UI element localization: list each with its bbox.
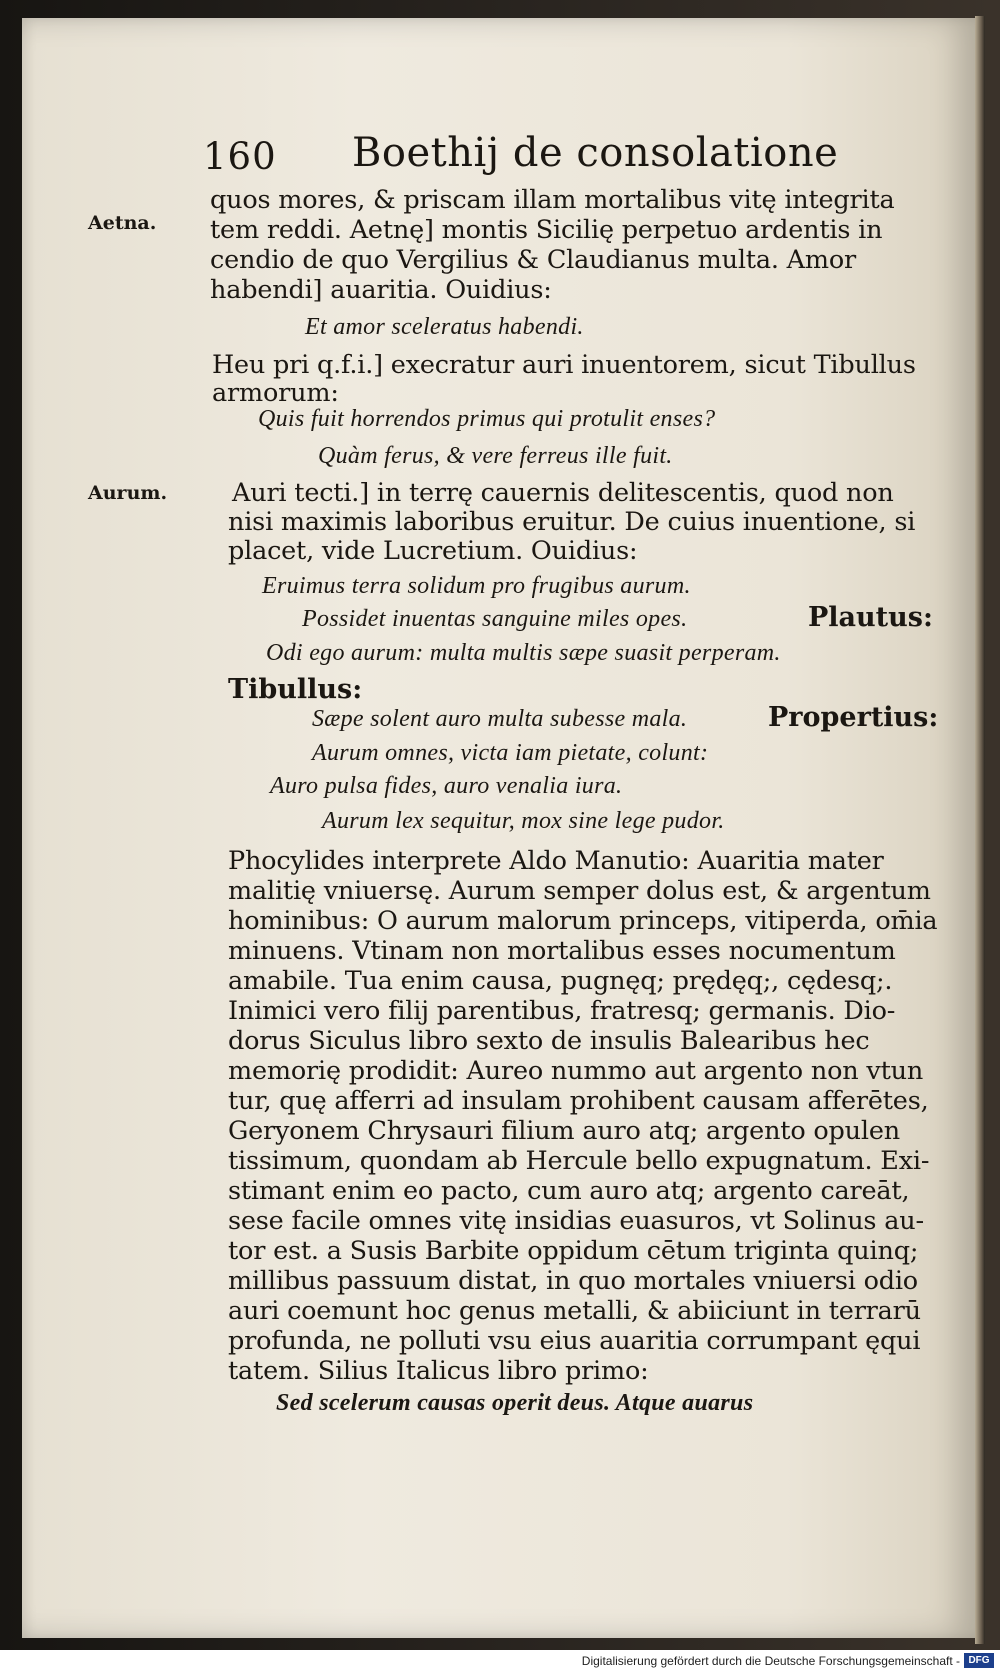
text-line: quos mores, & priscam illam mortalibus vitę integrita — [210, 185, 895, 215]
text-line: millibus passuum distat, in quo mortales vniuersi odio — [228, 1266, 918, 1296]
verse-line: Odi ego aurum: multa multis sæpe suasit perperam. — [266, 640, 781, 666]
text-line: Heu pri q.f.i.] execratur auri inuentorem, sicut Tibullus — [212, 350, 916, 380]
text-line: Geryonem Chrysauri filium auro atq; argento opulen — [228, 1116, 900, 1146]
digitization-credit: Digitalisierung gefördert durch die Deutsche Forschungsgemeinschaft - — [581, 1654, 960, 1668]
text-line: tem reddi. Aetnę] montis Sicilię perpetuo ardentis in — [210, 215, 883, 245]
text-line: Auri tecti.] in terrę cauernis delitescentis, quod non — [232, 478, 894, 508]
verse-line: Sæpe solent auro multa subesse mala. — [312, 706, 688, 732]
dfg-logo: DFG — [964, 1653, 994, 1668]
page-edge — [975, 16, 985, 1644]
author-label: Propertius: — [768, 702, 939, 733]
text-line: amabile. Tua enim causa, pugnęq; prędęq;, cędesq;. — [228, 966, 893, 996]
margin-note-aurum: Aurum. — [88, 482, 168, 504]
text-line: tatem. Silius Italicus libro primo: — [228, 1356, 649, 1386]
text-line: malitię vniuersę. Aurum semper dolus est, & argentum — [228, 876, 931, 906]
verse-line: Aurum omnes, victa iam pietate, colunt: — [312, 740, 709, 766]
text-line: placet, vide Lucretium. Ouidius: — [228, 536, 638, 566]
text-line: minuens. Vtinam non mortalibus esses nocumentum — [228, 936, 896, 966]
text-line: sese facile omnes vitę insidias euasuros, vt Solinus au- — [228, 1206, 924, 1236]
verse-line: Quis fuit horrendos primus qui protulit enses? — [258, 406, 716, 432]
text-line: hominibus: O aurum malorum princeps, vitiperda, om̄ia — [228, 906, 938, 936]
author-label: Plautus: — [808, 602, 933, 633]
text-line: profunda, ne polluti vsu eius auaritia corrumpant ęqui — [228, 1326, 921, 1356]
verse-line: Possidet inuentas sanguine miles opes. — [302, 606, 688, 632]
text-line: cendio de quo Vergilius & Claudianus multa. Amor — [210, 245, 856, 275]
text-line: memorię prodidit: Aureo nummo aut argento non vtun — [228, 1056, 924, 1086]
text-line: stimant enim eo pacto, cum auro atq; argento careāt, — [228, 1176, 910, 1206]
text-line: tur, quę afferri ad insulam prohibent causam afferētes, — [228, 1086, 929, 1116]
author-label: Tibullus: — [228, 674, 363, 705]
text-line: Phocylides interprete Aldo Manutio: Auaritia mater — [228, 846, 884, 876]
text-line: habendi] auaritia. Ouidius: — [210, 275, 552, 305]
page-number: 160 — [203, 135, 277, 178]
margin-note-aetna: Aetna. — [88, 212, 157, 234]
text-line: armorum: — [212, 378, 339, 408]
text-line: Inimici vero filij parentibus, fratresq; germanis. Dio- — [228, 996, 896, 1026]
verse-line: Et amor sceleratus habendi. — [305, 314, 584, 340]
text-line: dorus Siculus libro sexto de insulis Balearibus hec — [228, 1026, 870, 1056]
text-line: tor est. a Susis Barbite oppidum cētum triginta quinq; — [228, 1236, 919, 1266]
verse-line: Eruimus terra solidum pro frugibus aurum. — [262, 573, 691, 599]
text-line: tissimum, quondam ab Hercule bello expugnatum. Exi- — [228, 1146, 930, 1176]
running-head: Boethij de consolatione — [352, 130, 839, 176]
text-line: auri coemunt hoc genus metalli, & abiiciunt in terrarū — [228, 1296, 921, 1326]
verse-line: Quàm ferus, & vere ferreus ille fuit. — [318, 443, 673, 469]
verse-line: Aurum lex sequitur, mox sine lege pudor. — [322, 808, 725, 834]
verse-line: Sed scelerum causas operit deus. Atque auarus — [276, 1390, 754, 1416]
text-line: nisi maximis laboribus eruitur. De cuius inuentione, si — [228, 507, 916, 537]
verse-line: Auro pulsa fides, auro venalia iura. — [270, 773, 623, 799]
